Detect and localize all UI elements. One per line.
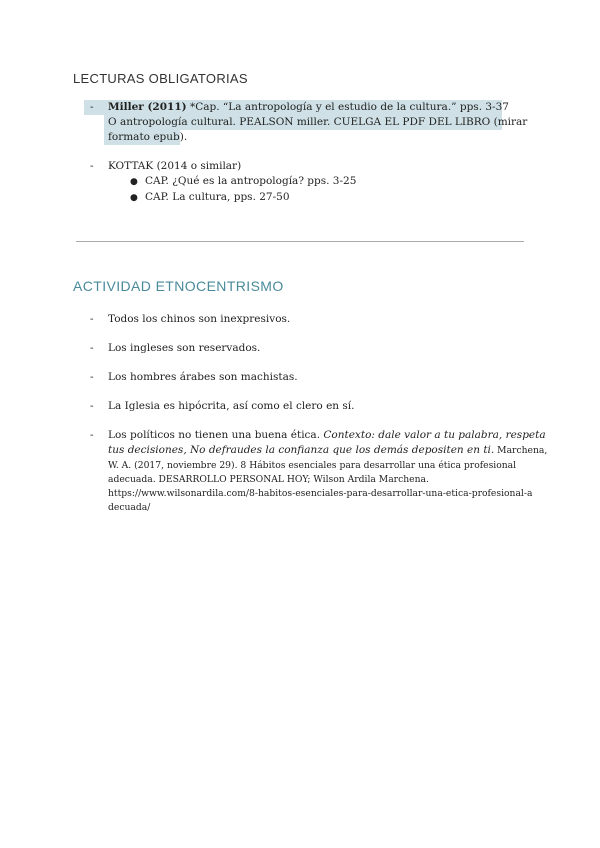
context-line (108, 443, 547, 458)
context-text: Contexto: dale valor a tu palabra, respeta (323, 429, 546, 441)
bullet-dot: ● (130, 193, 138, 203)
reference-line: W. A. (2017, noviembre 29). 8 Hábitos esenciales para desarrollar una ética profesional (108, 460, 517, 471)
reading-item-miller (108, 100, 509, 115)
reading-line: O antropología cultural. PEALSON miller. CUELGA EL PDF DEL LIBRO (mirar (108, 116, 528, 128)
reading-detail: *Cap. “La antropología y el estudio de la cultura.” pps. 3-37 (186, 101, 509, 113)
statement-item: Los hombres árabes son machistas. (108, 371, 298, 383)
bullet-dot: ● (130, 177, 138, 187)
statement-text: Los políticos no tienen una buena ética. (108, 429, 324, 441)
horizontal-divider (76, 241, 524, 242)
list-dash: - (90, 400, 94, 412)
reading-author: Miller (2011) (108, 101, 187, 113)
statement-item: La Iglesia es hipócrita, así como el clero en sí. (108, 400, 355, 412)
list-dash: - (90, 313, 94, 325)
statement-item-politicos (108, 428, 546, 443)
reading-line: formato epub). (108, 131, 188, 143)
reading-item-kottak: KOTTAK (2014 o similar) (108, 160, 242, 172)
reference-line: adecuada. DESARROLLO PERSONAL HOY; Wilson Ardila Marchena. (108, 474, 429, 485)
reference-url: https://www.wilsonardila.com/8-habitos-esenciales-para-desarrollar-una-etica-profesional-a (108, 488, 533, 499)
reference-text: Marchena, (494, 445, 548, 456)
list-dash: - (90, 101, 94, 113)
bullet-item: CAP. La cultura, pps. 27-50 (145, 191, 290, 203)
statement-item: Los ingleses son reservados. (108, 342, 261, 354)
list-dash: - (90, 429, 94, 441)
list-dash: - (90, 371, 94, 383)
heading-lecturas: LECTURAS OBLIGATORIAS (73, 71, 248, 86)
bullet-item: CAP. ¿Qué es la antropología? pps. 3-25 (145, 175, 357, 187)
reference-url: decuada/ (108, 502, 151, 513)
context-text: tus decisiones, No defraudes la confianza que los demás depositen en ti. (108, 444, 495, 456)
heading-actividad: ACTIVIDAD ETNOCENTRISMO (73, 278, 284, 294)
statement-item: Todos los chinos son inexpresivos. (108, 313, 291, 325)
list-dash: - (90, 342, 94, 354)
list-dash: - (90, 160, 94, 172)
